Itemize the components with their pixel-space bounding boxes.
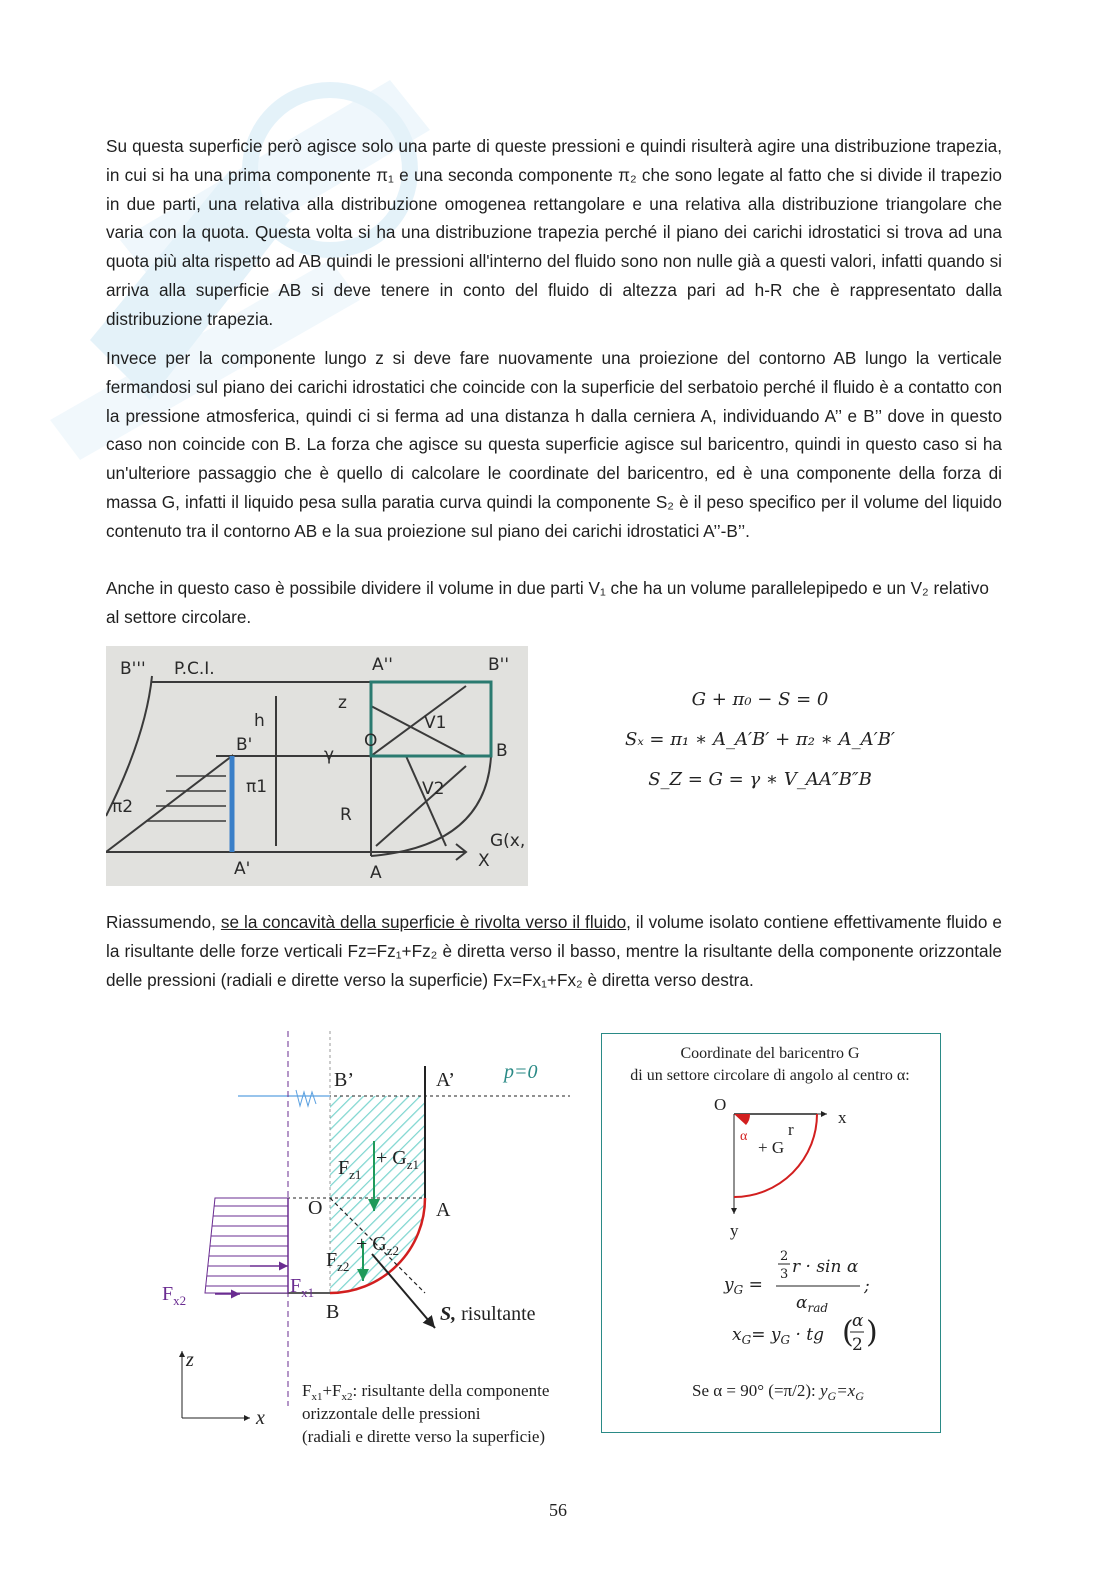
sketch-label-pci: P.C.I.	[174, 659, 215, 679]
svg-text:): )	[866, 1315, 878, 1350]
box-label-y: y	[730, 1221, 739, 1240]
diagram-label-p0: p=0	[504, 1061, 538, 1083]
sketch-label-g: G(x,	[490, 831, 526, 851]
fz1-sub: z1	[349, 1167, 362, 1182]
diagram-axis-z: z	[186, 1349, 194, 1371]
box-yg-label: $y_G$ =	[724, 1275, 763, 1297]
paragraph-2	[106, 344, 1002, 546]
box-note	[692, 1381, 864, 1403]
sketch-label-o: O	[364, 731, 378, 751]
diagram-label-fx1	[290, 1275, 314, 1300]
sketch-label-b: B	[496, 741, 508, 761]
frac-numerator: r · sin α	[792, 1257, 859, 1277]
diagram-label-o: O	[308, 1197, 323, 1219]
paragraph-1	[106, 132, 1002, 334]
paragraph-3-text: Anche in questo caso è possibile dividere il volume in due parti V₁ che ha un volume parallelepipedo e un V₂ relativo al settore circolare.	[106, 578, 989, 627]
sketch-label-v2: V2	[422, 779, 445, 799]
xg-tg: · tg	[790, 1325, 824, 1345]
centroid-figure	[602, 1034, 939, 1431]
xg-sub: G	[741, 1333, 752, 1347]
sketch-label-a2: A''	[372, 655, 393, 675]
diagram-axis-x: x	[256, 1407, 265, 1429]
sketch-label-gamma: γ	[324, 745, 335, 765]
sketch-label-a1: A'	[234, 859, 251, 879]
paragraph-3	[106, 574, 1002, 632]
gz1-sub: z1	[406, 1157, 420, 1172]
box-label-alpha: α	[740, 1129, 748, 1144]
sketch-label-a: A	[370, 863, 382, 883]
equation-1: G + π₀ − S = 0	[691, 689, 829, 710]
note-y: y	[819, 1381, 828, 1400]
yg-sub: G	[733, 1283, 744, 1297]
caption-sub2: x2	[341, 1391, 353, 1403]
diagram-label-gz2: + $G_{z2}$	[356, 1233, 400, 1258]
paragraph-4-text	[106, 908, 1002, 994]
caption-f1: F	[302, 1381, 312, 1400]
half-num: α	[852, 1311, 864, 1331]
sketch-label-r: R	[340, 805, 352, 825]
svg-text:;: ;	[864, 1276, 870, 1296]
fx1-sub: x1	[301, 1285, 315, 1300]
sketch-label-h: h	[254, 711, 265, 731]
fz1-f: F	[338, 1157, 350, 1179]
sketch-label-pi1: π1	[246, 777, 268, 797]
diagram-caption-line1	[302, 1381, 549, 1403]
box-label-x: x	[838, 1108, 847, 1127]
caption-rest: : risultante della componente	[352, 1381, 550, 1400]
gz2-g: G	[372, 1233, 387, 1255]
box-xg-equation	[732, 1325, 824, 1347]
xg-eq: = y	[751, 1325, 781, 1345]
gz1-g: G	[392, 1147, 407, 1169]
diagram-caption-line3: (radiali e dirette verso la superficie)	[302, 1427, 546, 1446]
sketch-label-x: X	[478, 851, 490, 871]
sketch-label-b3: B'''	[120, 659, 146, 679]
caption-plus: +F	[322, 1381, 342, 1400]
diagram-caption-line2: orizzontale delle pressioni	[302, 1404, 481, 1423]
equations	[600, 680, 920, 800]
fx2-f: F	[162, 1283, 174, 1305]
frac-two: 2	[780, 1249, 789, 1264]
sketch-label-z: z	[338, 693, 347, 713]
centroid-box	[601, 1033, 941, 1433]
curved-surface-diagram	[150, 1026, 590, 1456]
diagram-label-s	[440, 1303, 536, 1325]
svg-text:(: (	[842, 1315, 854, 1350]
gz2-sub: z2	[386, 1243, 400, 1258]
fx2-sub: x2	[173, 1293, 187, 1308]
paragraph-4	[106, 908, 1002, 994]
diagram-label-aprime: A’	[436, 1069, 455, 1091]
note-text: Se α = 90° (=π/2):	[692, 1381, 820, 1400]
frac-den-sub: rad	[807, 1301, 829, 1315]
note-ysub: G	[827, 1389, 837, 1403]
sketch-label-pi2: π2	[112, 797, 134, 817]
fx1-f: F	[290, 1275, 302, 1297]
s-symbol: S,	[440, 1303, 457, 1325]
fz2-sub: z2	[337, 1259, 350, 1274]
frac-three: 3	[780, 1267, 789, 1282]
paragraph-4-underlined: se la concavità della superficie è rivolta verso il fluido	[220, 912, 627, 932]
box-label-r: r	[788, 1120, 794, 1139]
sketch-label-v1: V1	[424, 713, 447, 733]
equation-2: Sₓ = π₁ ∗ A_A′B′ + π₂ ∗ A_A′B′	[624, 729, 896, 750]
frac-denominator	[796, 1293, 828, 1315]
diagram-label-b: B	[326, 1301, 340, 1323]
paragraph-2-text: Invece per la componente lungo z si deve fare nuovamente una proiezione del contorno AB lungo la verticale fermandosi sul piano dei carichi idrostatici che coincide con la superficie del serbatoio perché il fluido è a contatto con la pressione atmosferica, quindi ci si ferma ad una distanza h dalla cerniera A, individuando A’’ e B’’ dove in questo caso non coincide con B. La forza che agisce su questa superficie agisce sul baricentro, quindi in questo caso si ha un'ulteriore passaggio che è quello di calcolare le coordinate del baricentro, ed è una componente della forza di massa G, infatti il liquido pesa sulla paratia curva quindi la componente S₂ è il peso specifico per il volume del liquido contenuto tra il contorno AB e la sua proiezione sul piano dei carichi idrostatici A’’-B’’.	[106, 348, 1002, 541]
frac-den-alpha: α	[796, 1293, 808, 1313]
note-x: =x	[836, 1381, 856, 1400]
equation-3: S_Z = G = γ ∗ V_AA″B″B	[648, 769, 872, 790]
half-den: 2	[852, 1335, 863, 1355]
yg-y: y	[724, 1275, 734, 1295]
xg-ysub: G	[780, 1333, 791, 1347]
note-xsub: G	[855, 1389, 864, 1403]
diagram-label-fx2	[162, 1283, 186, 1308]
diagram-label-bprime: B’	[334, 1069, 354, 1091]
box-title-line1: Coordinate del baricentro G	[680, 1045, 860, 1062]
paragraph-4-end: , il volume isolato contiene effettivamente fluido e la risultante delle forze verticali Fz=Fz₁+Fz₂ è diretta verso il basso, mentre la risultante della componente orizzontale delle pressioni (radiali e dirette verso la superficie) Fx=Fx₁+Fx₂ è diretta verso destra.	[106, 912, 1002, 990]
diagram-label-gz1: + $G_{z1}$	[376, 1147, 420, 1172]
caption-sub1: x1	[311, 1391, 323, 1403]
page-number: 56	[549, 1500, 567, 1520]
diagram-label-a: A	[436, 1199, 451, 1221]
box-label-o: O	[714, 1095, 727, 1114]
fz2-f: F	[326, 1249, 338, 1271]
sketch-label-b2: B''	[488, 655, 510, 675]
box-title-line2: di un settore circolare di angolo al centro α:	[630, 1067, 910, 1084]
sketch-label-b1: B'	[236, 735, 253, 755]
whiteboard-sketch	[106, 646, 528, 886]
paragraph-1-text: Su questa superficie però agisce solo una parte di queste pressioni e quindi risulterà agire una distribuzione trapezia, in cui si ha una prima componente π₁ e una seconda componente π₂ che sono legate al fatto che si divide il trapezio in due parti, una relativa alla distribuzione omogenea rettangolare e una relativa alla distribuzione triangolare che varia con la quota. Questa volta si ha una distribuzione trapezia perché il piano dei carichi idrostatici si trova ad una quota più alta rispetto ad AB quindi le pressioni all'interno del fluido sono non nulle già a questi valori, infatti quando si arriva alla superficie AB si deve tenere in conto del fluido di altezza pari ad h-R che è rappresentato dalla distribuzione trapezia.	[106, 136, 1002, 329]
paragraph-4-start: Riassumendo,	[106, 912, 221, 932]
xg-x: x	[732, 1325, 742, 1345]
s-label: risultante	[456, 1303, 536, 1325]
box-label-g: + G	[758, 1138, 785, 1157]
